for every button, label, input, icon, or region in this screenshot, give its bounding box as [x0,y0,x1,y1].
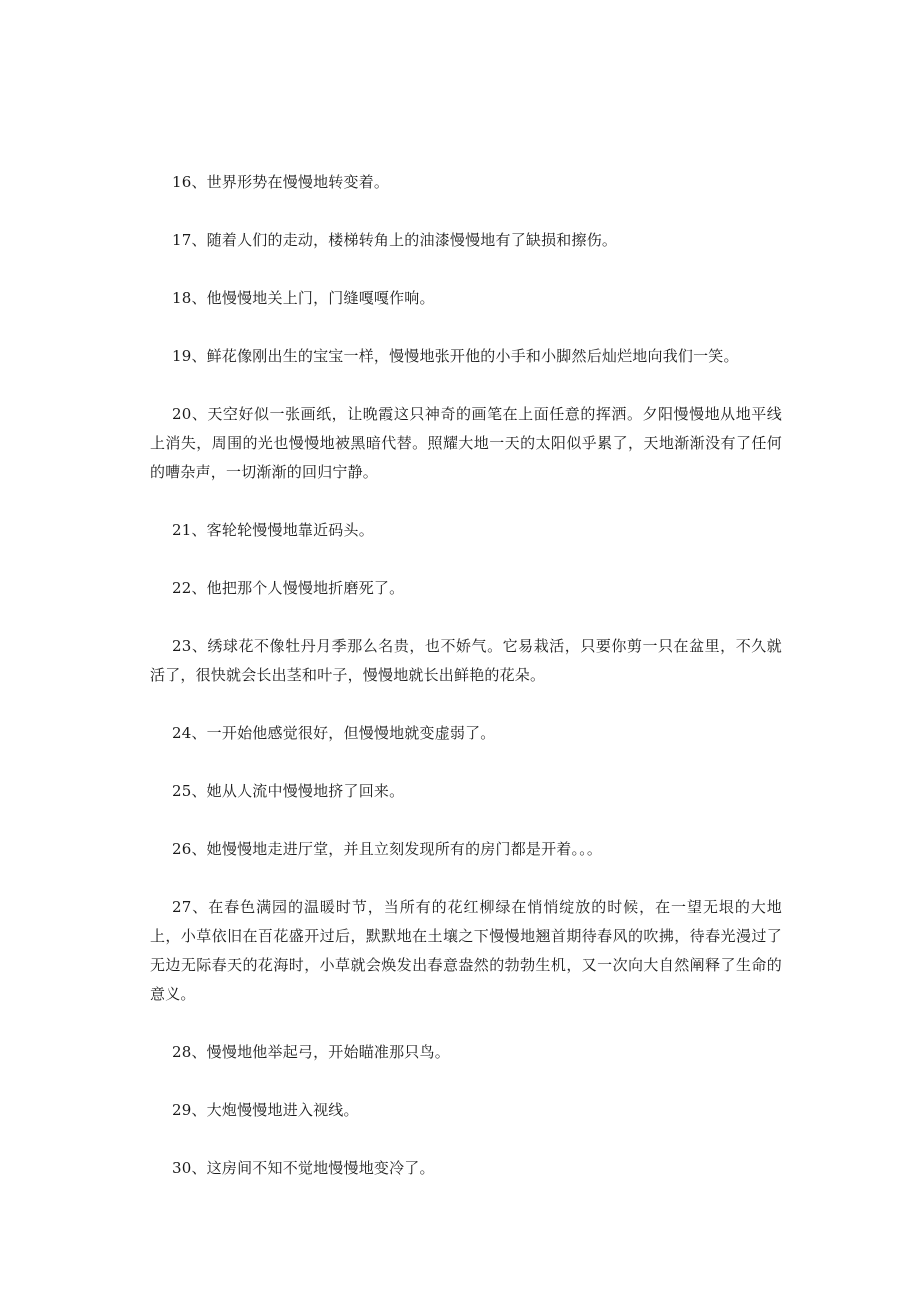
list-item-20: 20、天空好似一张画纸，让晚霞这只神奇的画笔在上面任意的挥洒。夕阳慢慢地从地平线上消失，周围的光也慢慢地被黑暗代替。照耀大地一天的太阳似乎累了，天地渐渐没有了任何的嘈杂声，一切渐渐的回归宁静。 [150,405,782,481]
list-item-24: 24、一开始他感觉很好，但慢慢地就变虚弱了。 [172,724,496,742]
list-item-16: 16、世界形势在慢慢地转变着。 [172,173,390,191]
list-item-18: 18、他慢慢地关上门，门缝嘎嘎作响。 [172,289,435,307]
list-item-29: 29、大炮慢慢地进入视线。 [172,1101,359,1119]
document-body [150,168,782,1212]
list-item-27: 27、在春色满园的温暖时节，当所有的花红柳绿在悄悄绽放的时候，在一望无垠的大地上，小草依旧在百花盛开过后，默默地在土壤之下慢慢地翘首期待春风的吹拂，待春光漫过了无边无际春天的花海时，小草就会焕发出春意盎然的勃勃生机，又一次向大自然阐释了生命的意义。 [150,898,782,1003]
list-item-17: 17、随着人们的走动，楼梯转角上的油漆慢慢地有了缺损和擦伤。 [172,231,618,249]
list-item-19: 19、鲜花像刚出生的宝宝一样，慢慢地张开他的小手和小脚然后灿烂地向我们一笑。 [172,347,739,365]
list-item-30: 30、这房间不知不觉地慢慢地变冷了。 [172,1159,435,1177]
list-item-23: 23、绣球花不像牡丹月季那么名贵，也不娇气。它易栽活，只要你剪一只在盆里，不久就活了，很快就会长出茎和叶子，慢慢地就长出鲜艳的花朵。 [150,637,782,684]
list-item-22: 22、他把那个人慢慢地折磨死了。 [172,579,405,597]
list-item-26: 26、她慢慢地走进厅堂，并且立刻发现所有的房门都是开着。。。 [172,840,603,858]
list-item-28: 28、慢慢地他举起弓，开始瞄准那只鸟。 [172,1043,450,1061]
list-item-21: 21、客轮轮慢慢地靠近码头。 [172,521,374,539]
list-item-25: 25、她从人流中慢慢地挤了回来。 [172,782,405,800]
